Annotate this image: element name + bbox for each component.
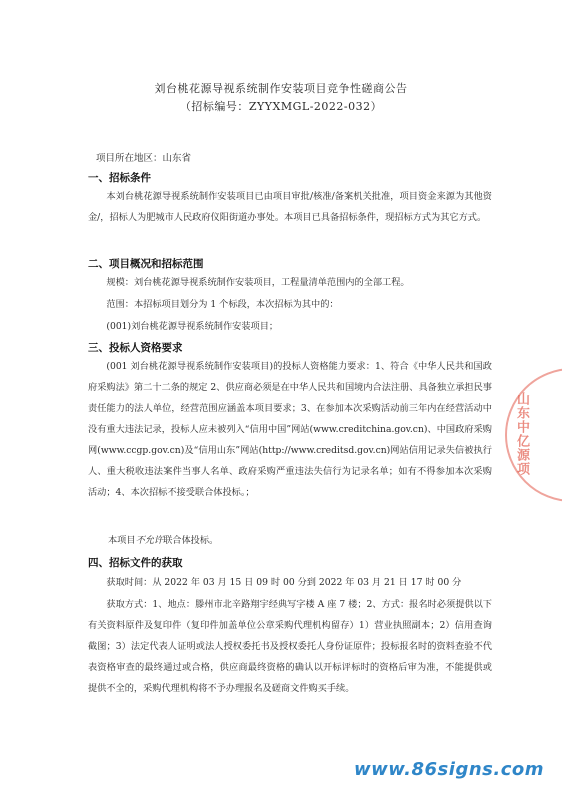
section-2-scope: 范围：本招标项目划分为 1 个标段，本次招标为其中的：	[106, 299, 339, 310]
section-4-method: 获取方式：1、地点：滕州市北辛路翔宇经典写字楼 A 座 7 楼；2、方式：报名时必须提供以下有关资料原件及复印件（复印件加盖单位公章采购代理机构留存）1）营业执照副本；2）信用查询截图；3）法定代表人证明或法人授权委托书及授权委托人身份证原件；投标报名时的资料查验不代表资格审查的最终通过或合格，供应商最终资格的确认以开标评标时的资格后审为准，不能提供或提供不全的，采购代理机构将不予办理报名及磋商文件购买手续。	[88, 599, 492, 694]
note-suffix: 联合体投标。	[163, 535, 219, 546]
section-1-body: 本刘台桃花源导视系统制作安装项目已由项目审批/核准/备案机关批准，项目资金来源为其他资金/，招标人为肥城市人民政府仪阳街道办事处。本项目已具备招标条件，现招标方式为其它方式。	[88, 191, 492, 223]
company-seal-text: 山东中亿源项	[514, 392, 529, 476]
document-title: 刘台桃花源导视系统制作安装项目竞争性磋商公告	[154, 82, 408, 95]
project-region: 项目所在地区：山东省	[96, 153, 192, 164]
section-3-heading: 三、投标人资格要求	[88, 342, 183, 354]
note-emphasis: 不允许	[135, 535, 164, 546]
section-1-heading: 一、招标条件	[88, 172, 151, 184]
section-3-note	[108, 532, 218, 546]
section-4-time: 获取时间：从 2022 年 03 月 15 日 09 时 00 分到 2022 年 03 月 21 日 17 时 00 分	[106, 577, 462, 588]
section-2-lot: (001)刘台桃花源导视系统制作安装项目；	[106, 321, 279, 332]
tender-number: （招标编号：ZYYXMGL-2022-032）	[179, 100, 383, 113]
section-4-heading: 四、招标文件的获取	[88, 557, 183, 569]
note-prefix: 本项目	[108, 535, 136, 546]
section-2-scale: 规模：刘台桃花源导视系统制作安装项目，工程量清单范围内的全部工程。	[106, 277, 410, 288]
section-2-heading: 二、项目概况和招标范围	[88, 258, 204, 270]
site-watermark: www.86signs.com	[353, 759, 544, 780]
section-3-body: (001 刘台桃花源导视系统制作安装项目)的投标人资格能力要求：1、符合《中华人民共和国政府采购法》第二十二条的规定 2、供应商必须是在中华人民共和国境内合法注册、具备独立承担民事责任能力的法人单位，经营范围应涵盖本项目要求；3、在参加本次采购活动前三年内在经营活动中没有重大违法记录，投标人应未被列入“信用中国”网站(www.creditchina.gov.cn)、中国政府采购网(www.ccgp.gov.cn)及“信用山东”网站(http://www.creditsd.gov.cn)网站信用记录失信被执行人、重大税收违法案件当事人名单、政府采购严重违法失信行为记录名单；如有不得参加本次采购活动；4、本次招标不接受联合体投标。；	[88, 361, 492, 498]
